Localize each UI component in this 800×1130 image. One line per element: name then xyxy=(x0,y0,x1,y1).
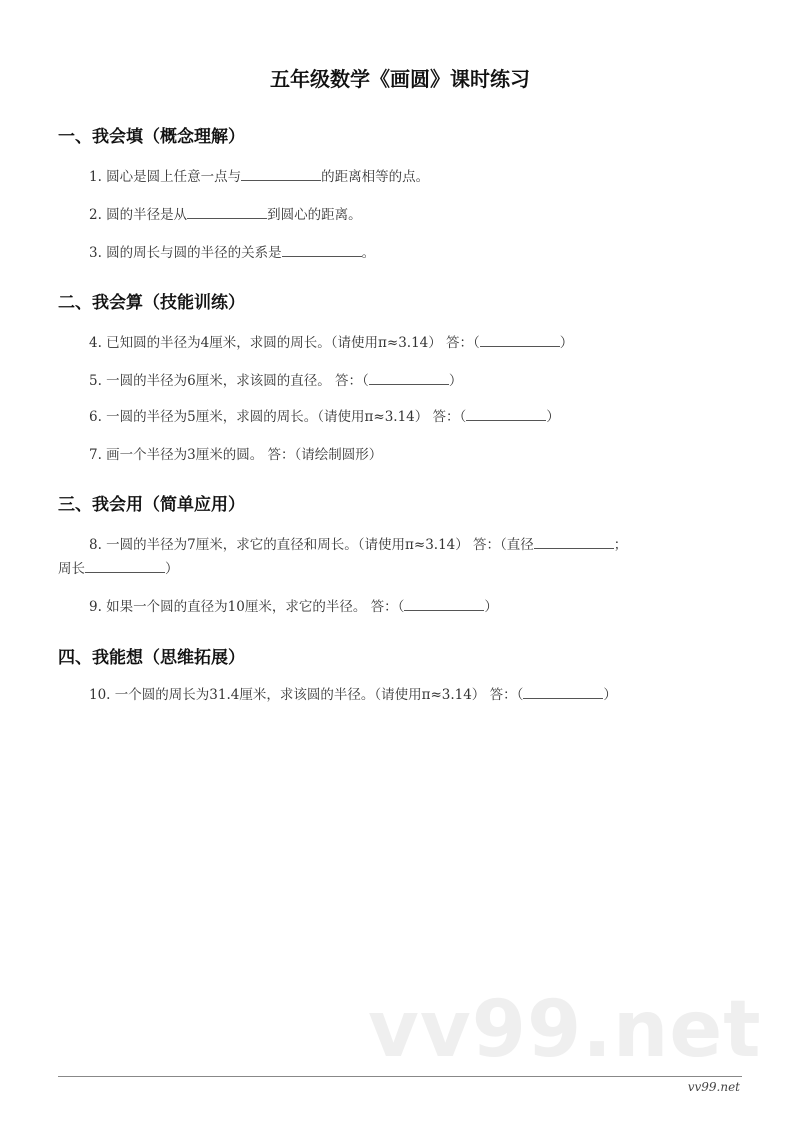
question-text: 1. 圆心是圆上任意一点与 xyxy=(89,169,242,185)
section-heading: 四、我能想（思维拓展） xyxy=(58,648,245,668)
question-5 xyxy=(89,369,462,389)
question-4 xyxy=(89,331,573,351)
answer-blank[interactable] xyxy=(85,560,165,573)
question-text: 4. 已知圆的半径为4厘米，求圆的周长。（请使用π≈3.14） 答：（ xyxy=(89,335,480,351)
section-heading: 三、我会用（简单应用） xyxy=(58,495,245,515)
section-heading: 一、我会填（概念理解） xyxy=(58,127,245,147)
question-text: ） xyxy=(165,561,179,577)
question-text: 。 xyxy=(361,245,376,261)
question-8-continued xyxy=(58,557,179,577)
question-7 xyxy=(89,443,382,463)
question-text: 2. 圆的半径是从 xyxy=(89,207,188,223)
section-heading: 二、我会算（技能训练） xyxy=(58,293,245,313)
answer-blank[interactable] xyxy=(282,244,362,257)
question-text: 10. 一个圆的周长为31.4厘米，求该圆的半径。（请使用π≈3.14） 答：（ xyxy=(89,687,524,703)
answer-blank[interactable] xyxy=(466,408,546,421)
answer-blank[interactable] xyxy=(241,168,321,181)
question-text: 的距离相等的点。 xyxy=(321,169,430,185)
question-text: 3. 圆的周长与圆的半径的关系是 xyxy=(89,245,282,261)
footer-divider xyxy=(58,1076,742,1077)
question-text: 7. 画一个半径为3厘米的圆。 答：（请绘制圆形） xyxy=(89,447,383,463)
answer-blank[interactable] xyxy=(523,686,603,699)
question-text: ） xyxy=(484,599,498,615)
question-6 xyxy=(89,405,560,425)
answer-blank[interactable] xyxy=(534,536,614,549)
question-2 xyxy=(89,203,362,223)
footer-text: vv99.net xyxy=(687,1080,740,1094)
question-1 xyxy=(89,165,429,185)
question-text: ） xyxy=(603,687,617,703)
answer-blank[interactable] xyxy=(480,334,560,347)
question-text: ） xyxy=(559,335,574,351)
question-text: 到圆心的距离。 xyxy=(267,207,362,223)
question-9 xyxy=(89,595,498,615)
question-text: 8. 一圆的半径为7厘米，求它的直径和周长。（请使用π≈3.14） 答：（直径 xyxy=(89,537,534,553)
question-text: ） xyxy=(448,373,463,389)
question-3 xyxy=(89,241,375,261)
answer-blank[interactable] xyxy=(187,206,267,219)
question-text: ） xyxy=(546,409,560,425)
question-text: 5. 一圆的半径为6厘米，求该圆的直径。 答：（ xyxy=(89,373,369,389)
question-text: 9. 如果一个圆的直径为10厘米，求它的半径。 答：（ xyxy=(89,599,405,615)
answer-blank[interactable] xyxy=(404,598,484,611)
watermark: vv99.net xyxy=(368,985,762,1075)
question-text: 周长 xyxy=(58,561,85,577)
question-text: 6. 一圆的半径为5厘米，求圆的周长。（请使用π≈3.14） 答：（ xyxy=(89,409,467,425)
page-title: 五年级数学《画圆》课时练习 xyxy=(270,67,530,91)
question-text: ； xyxy=(613,537,628,553)
question-10 xyxy=(89,683,617,703)
question-8 xyxy=(89,533,627,553)
answer-blank[interactable] xyxy=(369,372,449,385)
